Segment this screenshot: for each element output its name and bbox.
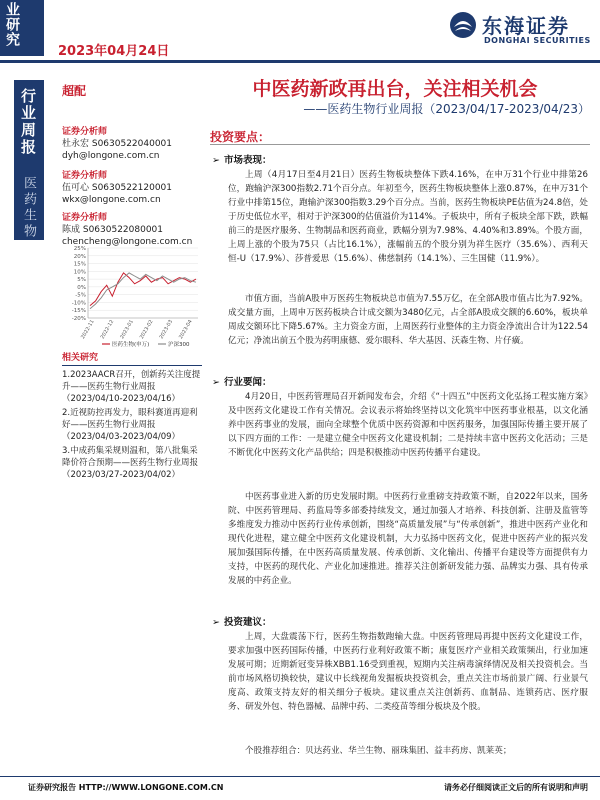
logo-chinese-name: 东海证券 [482,14,570,38]
band-text: 业研究 [4,2,20,47]
performance-chart [62,244,202,348]
report-sector: 医药生物 [21,176,36,240]
related-research [62,352,202,483]
section-title: 投资要点： [210,130,271,144]
chart-y-tick-label: 25% [73,246,86,252]
market-heading: ➢ 市场表现： [212,152,271,166]
logo-english-name: DONGHAI SECURITIES [484,36,591,45]
portfolio-paragraph: 个股推荐组合：贝达药业、华兰生物、丽珠集团、益丰药房、凯莱英； [245,746,512,756]
chart-y-tick-label: -20% [71,316,86,322]
analyst-role: 证券分析师 [62,127,108,137]
analyst-2 [62,170,202,206]
industry-paragraph-1: 4月20日，中医药管理局召开新闻发布会，介绍《“十四五”中医药文化弘扬工程实施方案》及中医药文化建设工作有关情况。会议表示将始终坚持以文化筑牢中医药事业根基，以文化涵养中医药事业的发展，面向全球整个优质中医药资源和中医药服务，加强国际传播主要开展了以下四方面的工作：一是建立健全中医药文化建设机制；二是持续丰富中医药文化活动；三是不断优化中医药文化产品供给；四是积极推动中医药传播平台建设。 [228,392,588,458]
report-subtitle: ——医药生物行业周报（2023/04/17-2023/04/23） [303,102,590,116]
chart-y-tick-label: 5% [77,277,86,284]
analyst-3 [62,212,202,248]
related-title: 相关研究 [62,352,202,366]
chart-legend-label: 沪深300 [168,342,190,348]
related-item[interactable]: 3.中成药集采规则温和，第八批集采降价符合预期——医药生物行业周报（2023/03/27-2023/04/02） [62,446,199,480]
sidebar-band [14,80,44,240]
chart-series-line [90,273,196,306]
chart-x-tick-label: 2023-04 [178,319,194,341]
chart-y-tick-label: -5% [75,292,86,299]
chart-y-tick-label: 20% [73,253,86,260]
analyst-role: 证券分析师 [62,171,108,181]
chart-x-tick-label: 2023-01 [119,319,135,341]
chart-y-tick-label: 15% [73,261,86,268]
chart-x-tick-label: 2022-11 [80,319,96,341]
investment-paragraph: 上周，大盘震荡下行，医药生物指数跑输大盘。中医药管理局再提中医药文化建设工作，要求加强中医药国际传播，中医药行业利好政策不断；康复医疗产业相关政策频出，行业加速发展可期；近期新冠变异株XBB1.16受到重视，短期内关注病毒演绎情况及相关投资机会。当前市场风格切换较快，建议中长线视角发掘板块投资机会，重点关注市场前景广阔、行业景气度高、政策支持友好的相关细分子板块。建议重点关注创新药、血制品、连锁药店、医疗服务、研发外包、特色器械、品牌中药、二类疫苗等细分板块及个股。 [228,632,588,712]
market-paragraph-1: 上周（4月17日至4月21日）医药生物板块整体下跌4.16%，在申万31个行业中排第26位，跑输沪深300指数2.71个百分点。年初至今，医药生物板块整体上涨0.87%，在申万31个行业中排第15位，跑输沪深300指数3.29个百分点。当前，医药生物板块PE估值为24.8倍，处于历史低位水平，相对于沪深300的估值溢价为114%。子板块中，所有子板块全部下跌，跌幅前三的是医疗服务、生物制品和医药商业，跌幅分别为7.98%、4.40%和3.89%。个股方面，上周上涨的个股为75只（占比16.1%），涨幅前五的个股分别为祥生医疗（35.6%）、西利天恒-U（17.9%）、莎普爱思（15.6%）、佛慈制药（14.1%）、三生国健（11.9%）。 [228,170,588,264]
chart-y-tick-label: 0% [77,284,86,291]
footer-website[interactable]: 证券研究报告 HTTP://WWW.LONGONE.COM.CN [28,783,224,792]
investment-heading: ➢ 投资建议： [212,614,271,628]
chart-y-tick-label: 10% [73,269,86,276]
chart-x-tick-label: 2023-02 [138,319,155,341]
top-corner-band [0,0,44,56]
report-category: 行业周报 [19,88,37,156]
chart-y-tick-label: -10% [71,300,86,307]
related-item[interactable]: 2.近视防控再发力，眼科赛道再迎利好——医药生物行业周报（2023/04/03-2023/04/09） [62,408,198,442]
company-logo [448,8,598,52]
analyst-name-cert: 伍可心 S0630522120001 [62,183,173,193]
market-paragraph-2: 市值方面，当前A股申万医药生物板块总市值为7.55万亿，在全部A股市值占比为7.92%。成交量方面，上周申万医药板块合计成交额为3480亿元，占全部A股成交额的6.60%，板块单周成交额环比下降5.67%。主力资金方面，上周医药行业整体的主力资金净流出合计为122.54亿元；净流出前五个股为药明康德、爱尔眼科、华大基因、沃森生物、片仔癀。 [228,294,588,346]
analyst-email[interactable]: chencheng@longone.com.cn [62,237,193,247]
industry-paragraph-2: 中医药事业进入新的历史发展时期。中医药行业重磅支持政策不断，自2022年以来，国务院、中医药管理局、药监局等多部委持续发文，通过加强人才培养、科技创新、注册及监管等多维度发力推动中医药行业传承创新，围绕“高质量发展”与“传承创新”，推进中医药产业化和现代化进程，建立健全中医药文化建设机制，大力弘扬中医药文化，促进中医药产业的振兴发展加强国际传播，在中医药高质量发展、传承创新、文化输出、传播平台建设等方面提供有力支持，中医药的现代化、产业化加速推进。推荐关注创新研发能力强、品牌实力强、具有传承发展的中药企业。 [228,492,588,586]
report-title: 中医药新政再出台，关注相关机会 [252,78,538,100]
analyst-email[interactable]: wkx@longone.com.cn [62,195,161,205]
chart-legend-label: 医药生物(申万) [112,342,150,348]
analyst-name-cert: 杜永宏 S0630522040001 [62,139,173,149]
industry-heading: ➢ 行业要闻： [212,374,271,388]
chart-x-tick-label: 2023-03 [158,319,175,341]
chart-y-tick-label: -15% [71,308,86,315]
section-divider [210,144,590,145]
logo-icon [448,10,478,40]
related-item[interactable]: 1.2023AACR召开，创新药关注度提升——医药生物行业周报（2023/04/10-2023/04/16） [62,370,201,404]
analyst-email[interactable]: dyh@longone.com.cn [62,151,160,161]
header-divider [0,60,600,63]
analyst-name-cert: 陈成 S0630522080001 [62,225,164,235]
rating-badge: 超配 [62,84,87,98]
analyst-1 [62,126,202,162]
footer-disclaimer: 请务必仔细阅读正文后的所有说明和声明 [444,783,588,792]
footer-divider [0,776,600,777]
report-date: 2023年04月24日 [58,44,170,59]
chart-x-tick-label: 2022-12 [99,319,116,341]
analyst-role: 证券分析师 [62,213,108,223]
